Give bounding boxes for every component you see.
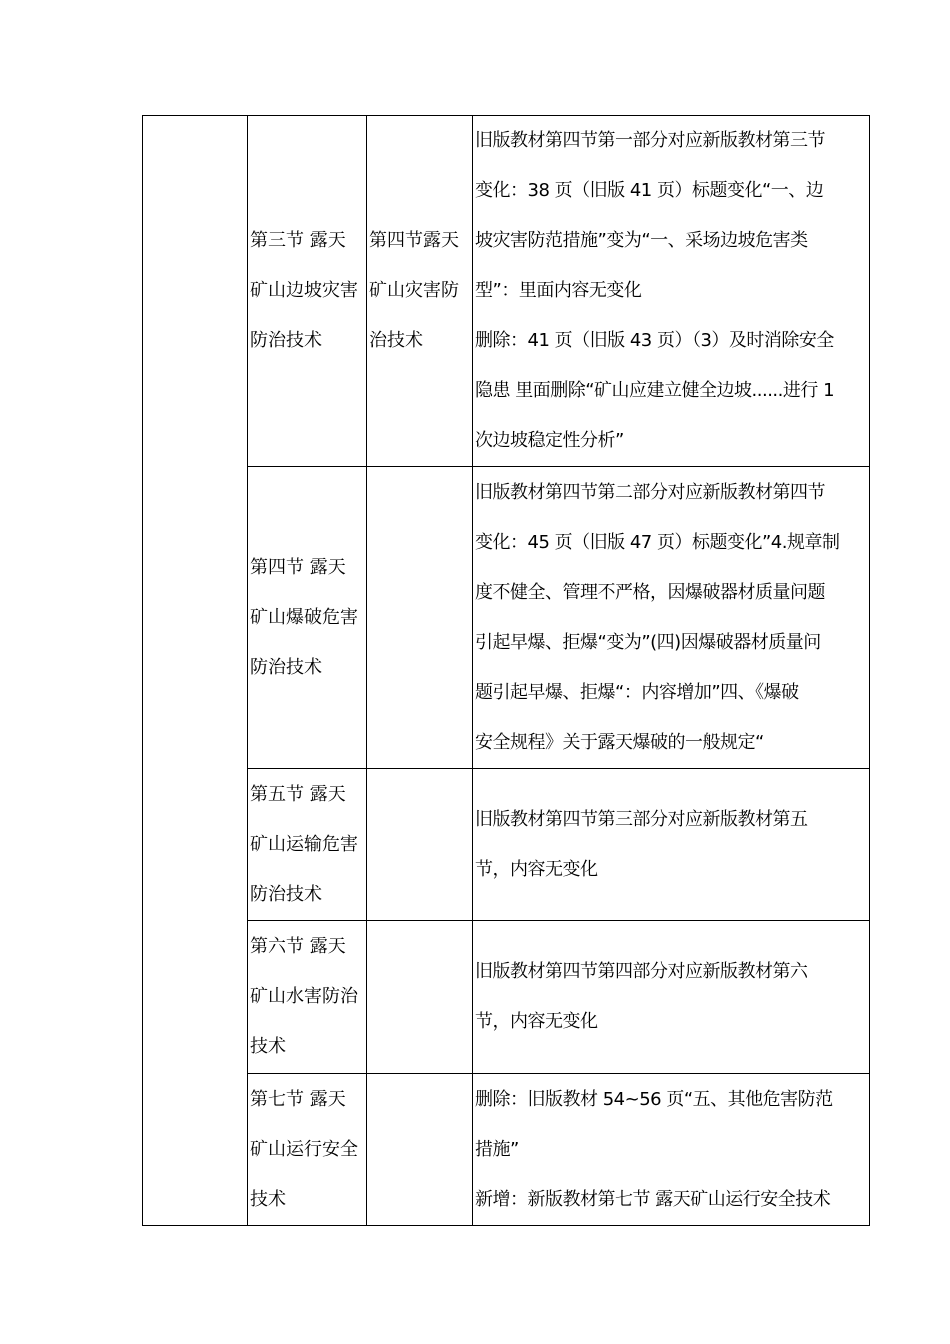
changes-cell	[473, 1074, 870, 1226]
text-line: 旧版教材第四节第三部分对应新版教材第五	[475, 808, 808, 830]
new-section-cell	[248, 116, 367, 467]
text-line: 矿山运行安全	[250, 1138, 358, 1160]
new-section-text	[248, 922, 366, 1072]
new-section-cell	[248, 467, 367, 769]
text-line: 第七节 露天	[250, 1088, 346, 1110]
text-line: 矿山运输危害	[250, 833, 358, 855]
table-row	[143, 921, 870, 1074]
text-line: 第六节 露天	[250, 936, 346, 957]
table-body	[143, 116, 870, 1226]
changes-cell	[473, 116, 870, 467]
text-line: 节，内容无变化	[475, 1011, 598, 1032]
chapter-cell	[143, 116, 248, 1226]
text-line: 旧版教材第四节第四部分对应新版教材第六	[475, 961, 808, 982]
text-line: 隐患 里面删除“矿山应建立健全边坡......进行 1	[475, 380, 835, 401]
changes-text	[473, 795, 869, 895]
text-line: 第五节 露天	[250, 783, 346, 805]
text-line: 旧版教材第四节第二部分对应新版教材第四节	[475, 481, 825, 503]
text-line: 变化：38 页（旧版 41 页）标题变化“一、边	[475, 180, 824, 201]
text-line: 防治技术	[250, 330, 322, 351]
text-line: 坡灾害防范措施”变为“一、采场边坡危害类	[475, 230, 808, 251]
text-line: 技术	[250, 1036, 286, 1057]
text-line: 型”：里面内容无变化	[475, 280, 642, 301]
text-line: 矿山边坡灾害	[250, 280, 358, 301]
text-line: 矿山水害防治	[250, 986, 358, 1007]
text-line: 第三节 露天	[250, 230, 346, 251]
text-line: 变化：45 页（旧版 47 页）标题变化”4.规章制	[475, 531, 840, 553]
text-line: 删除：旧版教材 54~56 页“五、其他危害防范	[475, 1088, 833, 1110]
text-line: 新增：新版教材第七节 露天矿山运行安全技术	[475, 1188, 831, 1210]
table-row	[143, 1074, 870, 1226]
text-line: 防治技术	[250, 883, 322, 905]
table-row	[143, 116, 870, 467]
changes-text	[473, 116, 869, 466]
new-section-cell	[248, 1074, 367, 1226]
new-section-cell	[248, 769, 367, 921]
text-line: 引起早爆、拒爆“变为”(四)因爆破器材质量问	[475, 631, 821, 653]
new-section-text	[248, 1075, 366, 1225]
old-section-cell	[367, 769, 473, 921]
text-line: 度不健全、管理不严格，因爆破器材质量问题	[475, 581, 825, 603]
changes-cell	[473, 769, 870, 921]
text-line: 措施”	[475, 1138, 519, 1160]
changes-cell	[473, 921, 870, 1074]
old-section-cell	[367, 921, 473, 1074]
text-line: 题引起早爆、拒爆“：内容增加”四、《爆破	[475, 681, 799, 703]
text-line: 治技术	[369, 330, 423, 351]
text-line: 旧版教材第四节第一部分对应新版教材第三节	[475, 130, 825, 151]
new-section-cell	[248, 921, 367, 1074]
table-row	[143, 467, 870, 769]
old-section-cell	[367, 467, 473, 769]
new-section-text	[248, 216, 366, 366]
text-line: 技术	[250, 1188, 286, 1210]
changes-text	[473, 1075, 869, 1225]
new-section-text	[248, 770, 366, 920]
text-line: 第四节 露天	[250, 556, 346, 578]
table-row	[143, 769, 870, 921]
text-line: 第四节露天	[369, 230, 459, 251]
old-section-text	[367, 216, 472, 366]
text-line: 矿山灾害防	[369, 280, 459, 301]
old-section-cell	[367, 116, 473, 467]
text-line: 安全规程》关于露天爆破的一般规定“	[475, 731, 764, 753]
text-line: 删除：41 页（旧版 43 页）（3）及时消除安全	[475, 330, 834, 351]
text-line: 次边坡稳定性分析”	[475, 430, 624, 451]
text-line: 节，内容无变化	[475, 858, 598, 880]
changes-cell	[473, 467, 870, 769]
new-section-text	[248, 543, 366, 693]
changes-text	[473, 947, 869, 1047]
text-line: 防治技术	[250, 656, 322, 678]
old-section-cell	[367, 1074, 473, 1226]
changes-text	[473, 468, 869, 768]
comparison-table	[142, 115, 870, 1226]
text-line: 矿山爆破危害	[250, 606, 358, 628]
